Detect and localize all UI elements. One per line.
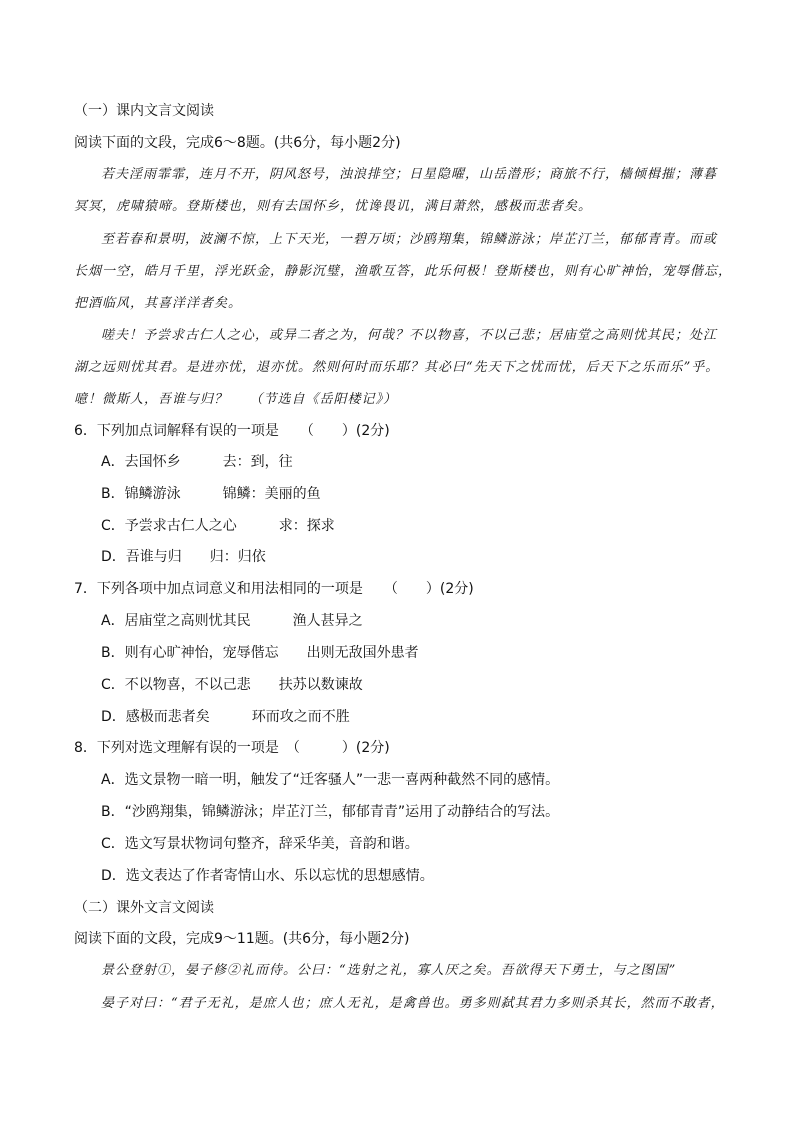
passage-line: 若夫淫雨霏霏，连月不开，阴风怒号，浊浪排空；日星隐曜，山岳潜形；商旅不行，樯倾楫摧；薄暮 — [101, 167, 718, 182]
question-7-option-d[interactable]: D．感极而悲者矣 环而攻之而不胜 — [101, 709, 350, 725]
passage-line: 景公登射①，晏子修②礼而侍。公曰：“选射之礼，寡人厌之矣。吾欲得天下勇士，与之图国” — [101, 963, 677, 978]
question-8-option-d[interactable]: D．选文表达了作者寄情山水、乐以忘忧的思想感情。 — [101, 868, 434, 884]
passage-line: 噫！微斯人，吾谁与归？ （节选自《岳阳楼记》） — [74, 392, 398, 407]
passage-line: 至若春和景明，波澜不惊，上下天光，一碧万顷；沙鸥翔集，锦鳞游泳；岸芷汀兰，郁郁青青。而或 — [101, 232, 718, 247]
question-6-option-b[interactable]: B．锦鳞游泳 锦鳞：美丽的鱼 — [101, 486, 321, 502]
question-8-stem: 8．下列对选文理解有误的一项是 （ ）(2分) — [74, 740, 390, 756]
question-7-option-a[interactable]: A．居庙堂之高则忧其民 渔人甚异之 — [101, 613, 363, 629]
question-6-stem: 6．下列加点词解释有误的一项是 （ ）(2分) — [74, 423, 390, 439]
passage-line: 冥冥，虎啸猿啼。登斯楼也，则有去国怀乡，忧谗畏讥，满目萧然，感极而悲者矣。 — [74, 199, 593, 214]
passage-line: 湖之远则忧其君。是进亦忧，退亦忧。然则何时而乐耶？其必曰“先天下之忧而忧，后天下之乐而乐”乎。 — [74, 360, 720, 375]
question-7-stem: 7．下列各项中加点词意义和用法相同的一项是 （ ）(2分) — [74, 581, 474, 597]
question-6-option-a[interactable]: A．去国怀乡 去：到，往 — [101, 454, 293, 470]
question-8-option-c[interactable]: C．选文写景状物词句整齐，辞采华美，音韵和谐。 — [101, 836, 419, 852]
question-6-option-c[interactable]: C．予尝求古仁人之心 求：探求 — [101, 518, 335, 534]
passage-line: 长烟一空，皓月千里，浮光跃金，静影沉璧，渔歌互答，此乐何极！登斯楼也，则有心旷神怡，宠辱偕忘， — [74, 264, 733, 279]
question-7-option-b[interactable]: B．则有心旷神怡，宠辱偕忘 出则无敌国外患者 — [101, 645, 419, 661]
passage-line: 把酒临风，其喜洋洋者矣。 — [74, 296, 243, 311]
section-heading: （二）课外文言文阅读 — [74, 900, 214, 916]
question-8-option-b[interactable]: B．“沙鸥翔集，锦鳞游泳；岸芷汀兰，郁郁青青”运用了动静结合的写法。 — [101, 804, 560, 820]
question-6-option-d[interactable]: D．吾谁与归 归：归依 — [101, 549, 266, 565]
passage-line: 晏子对曰：“君子无礼，是庶人也；庶人无礼，是禽兽也。勇多则弑其君力多则杀其长，然而不敢者， — [101, 996, 725, 1011]
section-instruction: 阅读下面的文段，完成9～11题。(共6分，每小题2分) — [74, 931, 410, 947]
question-7-option-c[interactable]: C．不以物喜，不以己悲 扶苏以数谏故 — [101, 677, 363, 693]
question-8-option-a[interactable]: A．选文景物一暗一明，触发了“迁客骚人”一悲一喜两种截然不同的感情。 — [101, 772, 560, 788]
section-instruction: 阅读下面的文段，完成6～8题。(共6分，每小题2分) — [74, 135, 401, 151]
section-heading: （一）课内文言文阅读 — [74, 103, 214, 119]
passage-line: 嗟夫！予尝求古仁人之心，或异二者之为，何哉？不以物喜，不以己悲；居庙堂之高则忧其民；处江 — [101, 328, 718, 343]
